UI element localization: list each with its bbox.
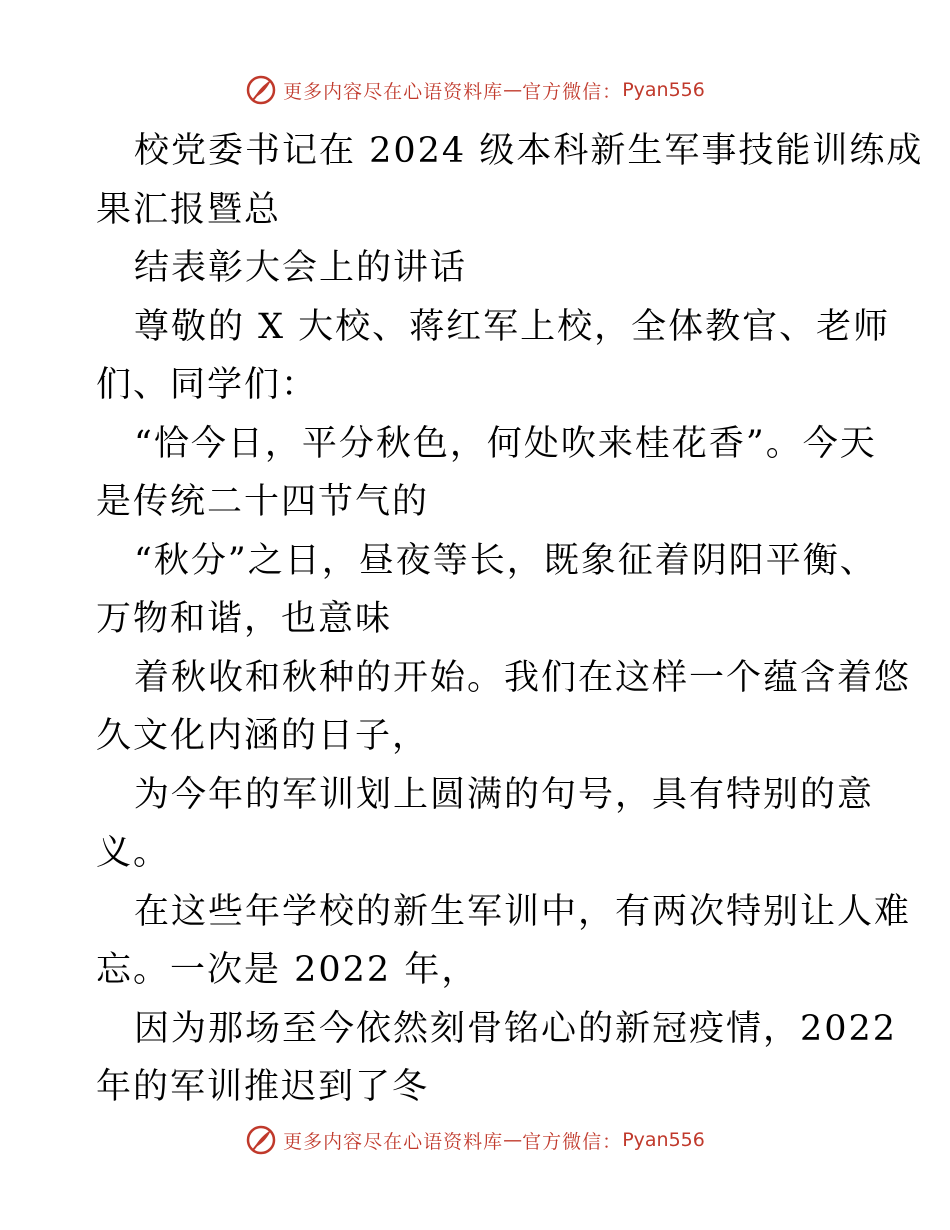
document-line: 结表彰大会上的讲话	[134, 248, 468, 288]
banner-wechat-id: Pyan556	[622, 1129, 705, 1151]
document-line: 万物和谐，也意味	[96, 599, 393, 639]
banner-dash: —	[503, 1129, 523, 1151]
banner-wechat-id: Pyan556	[622, 79, 705, 101]
document-line: “秋分”之日，昼夜等长，既象征着阴阳平衡、	[134, 540, 877, 581]
banner-brand-text: 更多内容尽在心语资料库	[283, 80, 504, 103]
banner-dash: —	[503, 79, 523, 101]
document-line: 们、同学们：	[96, 365, 319, 405]
document-line: 果汇报暨总	[96, 189, 282, 230]
document-line: 尊敬的 X 大校、蒋红军上校，全体教官、老师	[134, 306, 891, 347]
document-line: 在这些年学校的新生军训中，有两次特别让人难	[134, 891, 912, 932]
document-line: 校党委书记在 2024 级本科新生军事技能训练成	[134, 131, 924, 171]
footer-banner	[0, 1120, 950, 1160]
document-line: 久文化内涵的日子，	[96, 716, 430, 756]
quill-pen-logo-icon	[245, 74, 277, 106]
header-banner	[0, 70, 950, 110]
banner-contact-label: 官方微信：	[522, 80, 623, 103]
quill-pen-logo-icon	[245, 1124, 277, 1156]
banner-contact-label: 官方微信：	[522, 1130, 623, 1153]
document-line: “恰今日，平分秋色，何处吹来桂花香”。今天	[134, 423, 877, 464]
document-line: 年的军训推迟到了冬	[96, 1067, 430, 1107]
document-line: 忘。一次是 2022 年，	[96, 950, 479, 990]
banner-brand-text: 更多内容尽在心语资料库	[283, 1130, 504, 1153]
document-line: 是传统二十四节气的	[96, 482, 430, 522]
document-body	[96, 122, 924, 1117]
document-line: 因为那场至今依然刻骨铭心的新冠疫情，2022	[134, 1008, 898, 1049]
document-line: 着秋收和秋种的开始。我们在这样一个蕴含着悠	[134, 657, 912, 698]
document-line: 为今年的军训划上圆满的句号，具有特别的意	[134, 774, 875, 815]
document-line: 义。	[96, 833, 171, 873]
